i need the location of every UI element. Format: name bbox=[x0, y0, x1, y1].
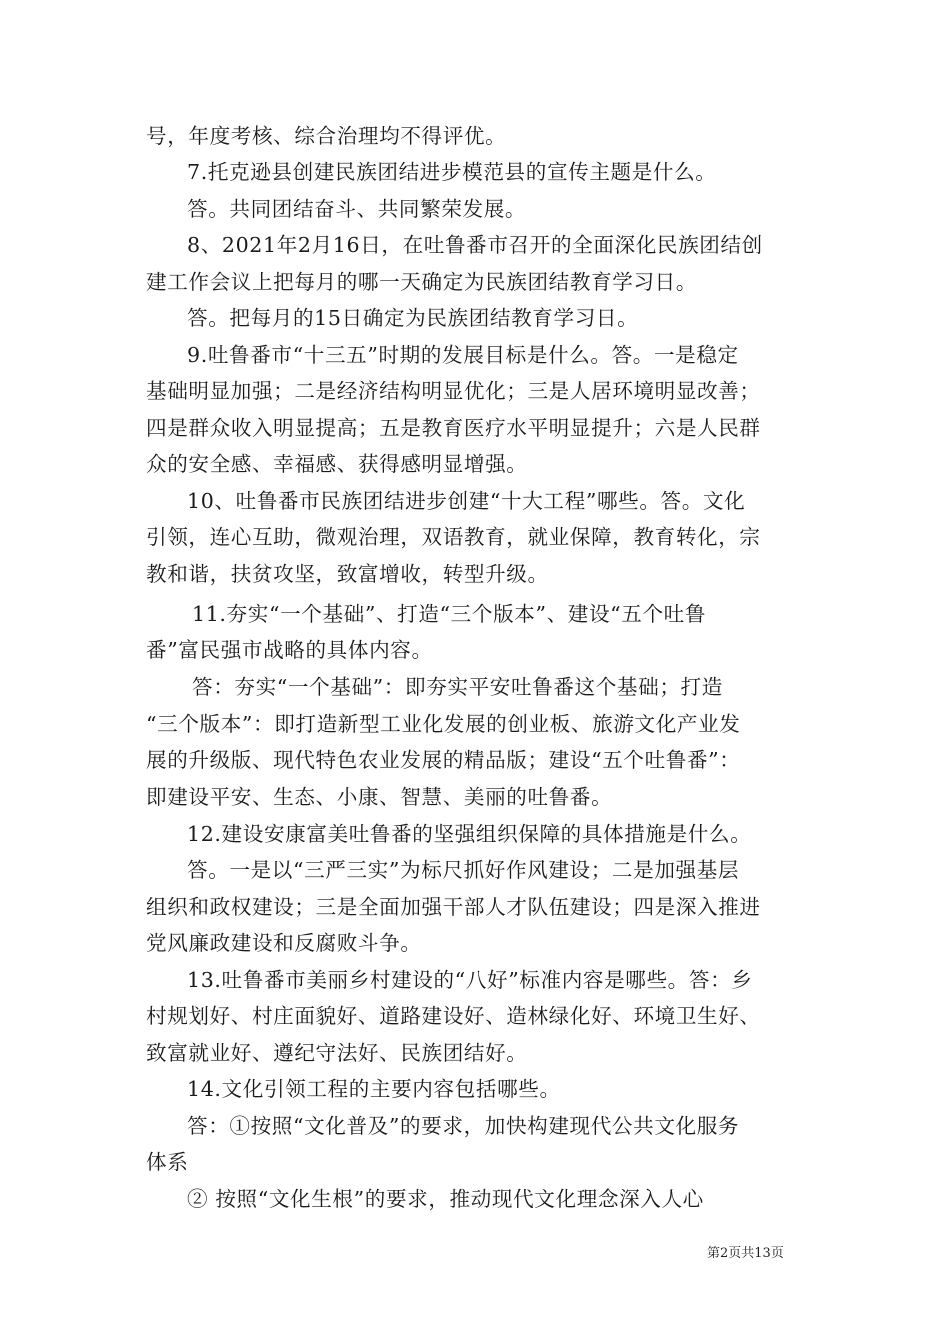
page-number: 第2页共13页 bbox=[707, 1246, 784, 1261]
text-line: 党风廉政建设和反腐败斗争。 bbox=[146, 931, 422, 955]
text-line: 番”富民强市战略的具体内容。 bbox=[146, 638, 433, 662]
answer-14: 答：①按照“文化普及”的要求，加快构建现代公共文化服务 bbox=[187, 1114, 740, 1138]
text-line: 引领，连心互助，微观治理，双语教育，就业保障，教育转化，宗 bbox=[146, 525, 761, 549]
question-9: 9.吐鲁番市“十三五”时期的发展目标是什么。答。一是稳定 bbox=[187, 343, 739, 367]
text-line: 即建设平安、生态、小康、智慧、美丽的吐鲁番。 bbox=[146, 785, 613, 809]
question-14: 14.文化引领工程的主要内容包括哪些。 bbox=[187, 1077, 561, 1101]
text-line: 组织和政权建设；三是全面加强干部人才队伍建设；四是深入推进 bbox=[146, 895, 761, 919]
text-line: ② 按照“文化生根”的要求，推动现代文化理念深入人心 bbox=[187, 1187, 704, 1211]
question-10: 10、吐鲁番市民族团结进步创建“十大工程”哪些。答。文化 bbox=[187, 489, 746, 513]
question-12: 12.建设安康富美吐鲁番的坚强组织保障的具体措施是什么。 bbox=[187, 822, 752, 846]
answer-11: 答：夯实“一个基础”：即夯实平安吐鲁番这个基础；打造 bbox=[192, 675, 723, 699]
text-line: 体系 bbox=[146, 1150, 189, 1174]
text-line: 号，年度考核、综合治理均不得评优。 bbox=[146, 124, 507, 148]
text-line: 村规划好、村庄面貌好、道路建设好、造林绿化好、环境卫生好、 bbox=[146, 1004, 761, 1028]
text-line: 展的升级版、现代特色农业发展的精品版；建设“五个吐鲁番”： bbox=[146, 748, 741, 772]
answer-12: 答。一是以“三严三实”为标尺抓好作风建设；二是加强基层 bbox=[187, 858, 740, 882]
text-line: 基础明显加强；二是经济结构明显优化；三是人居环境明显改善； bbox=[146, 379, 761, 403]
text-line: “三个版本”：即打造新型工业化发展的创业板、旅游文化产业发 bbox=[146, 712, 741, 736]
text-line: 四是群众收入明显提高；五是教育医疗水平明显提升；六是人民群 bbox=[146, 416, 761, 440]
text-line: 建工作会议上把每月的哪一天确定为民族团结教育学习日。 bbox=[146, 270, 698, 294]
answer-8: 答。把每月的15日确定为民族团结教育学习日。 bbox=[187, 306, 639, 330]
question-11: 11.夯实“一个基础”、打造“三个版本”、建设“五个吐鲁 bbox=[192, 602, 707, 626]
answer-7: 答。共同团结奋斗、共同繁荣发展。 bbox=[187, 197, 527, 221]
question-7: 7.托克逊县创建民族团结进步模范县的宣传主题是什么。 bbox=[187, 160, 717, 184]
text-line: 众的安全感、幸福感、获得感明显增强。 bbox=[146, 452, 528, 476]
text-line: 教和谐，扶贫攻坚，致富增收，转型升级。 bbox=[146, 562, 549, 586]
text-line: 致富就业好、遵纪守法好、民族团结好。 bbox=[146, 1041, 528, 1065]
question-13: 13.吐鲁番市美丽乡村建设的“八好”标准内容是哪些。答：乡 bbox=[187, 968, 753, 992]
question-8: 8、2021年2月16日，在吐鲁番市召开的全面深化民族团结创 bbox=[187, 233, 763, 257]
